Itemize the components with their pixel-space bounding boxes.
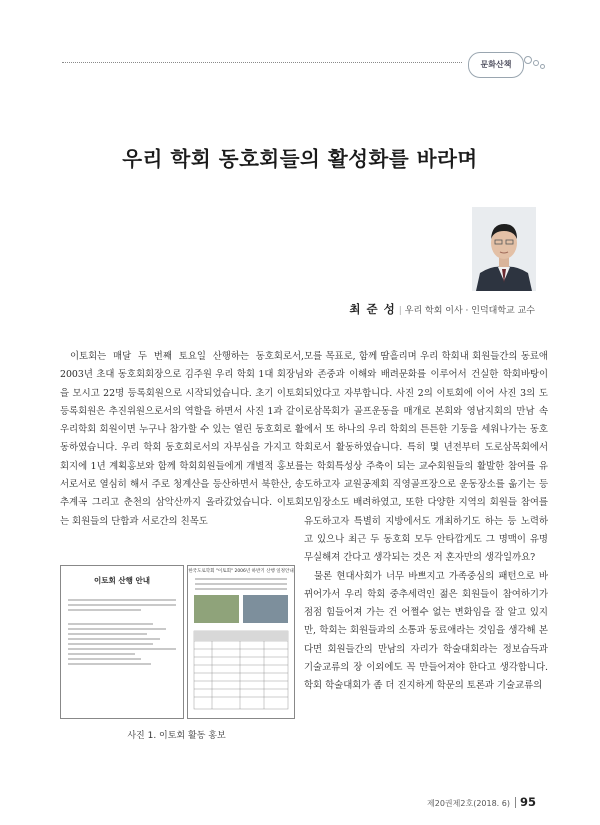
author-name: 최 준 성: [349, 302, 396, 316]
schedule-table: [188, 625, 294, 715]
badge-dot-decoration: [540, 64, 545, 69]
author-photo: [472, 207, 536, 291]
section-badge: 문화산책: [468, 52, 524, 78]
body-paragraph: 이토회는 매달 두 번째 토요일 산행하는 동호회로서, 2003년 초대 동호회회장으로 김주원 우리 학회 1대 회장님을 모시고 22명 등록회원으로 시작되었습니다. 초기 이토회 등록회원은 추진위원으로서의 역할을 하면서 사진 1과 같이 우리학회 회원이면 누구나 참가할 수 있는 열린 동호회로 활동하였습니다. 우리 학회 동호회로서의 자부심을 가지고 학회지에 1년 계획홍보와 함께 학회회원들에게 개별적 홍보를 서로서로 열심히 해서 주로 청계산을 등산하면서 북한산, 송추계곡 그리고 춘천의 삼악산까지 올라갔었습니다. 이토회는 회원들의 단합과 서로간의 친목도: [60, 351, 304, 527]
badge-dot-decoration: [524, 56, 532, 64]
figure-right-title: 한국도로학회 "이토회" 2006년 하반기 산행 일정안내: [188, 569, 294, 574]
body-paragraph: 모를 목표로, 함께 땀흘리며 우리 학회내 회원들간의 동료애와 존중과 이해와 배려문화를 이루어서 건실한 학회바탕이 되었다고 자부합니다. 사진 2의 이토회에 이어 사진 3의 도로삼목회가 골프운동을 매개로 본회와 영남지회의 만남 속에서 또 하나의 우리 학회의 튼튼한 기둥을 세워나가는 동호회로서 활동하였습니다. 특히 몇 년전부터 도로삼목회에서는 학회특성상 주축이 되는 교수회원들의 활발한 참여를 유도하고자 교원공제회 직영골프장으로 운동장소를 옮기는 등 모임장소도 배려하였고, 또한 다양한 지역의 회원들 참여를 유도하고자 특별히 지방에서도 개최하기도 하는 등 노력하고 있으나 최근 두 동호회 모두 안타깝게도 그 명맥이 유명무실해져 간다고 생각되는 것은 저 혼자만의 생각일까요?: [304, 351, 548, 564]
author-affiliation: 우리 학회 이사 · 인덕대학교 교수: [404, 306, 535, 316]
group-photo: [194, 595, 239, 623]
article-title: 우리 학회 동호회들의 활성화를 바라며: [122, 147, 478, 171]
footer-divider: [515, 797, 516, 808]
figure-hiking-schedule: [187, 565, 295, 719]
figure-left-title: 이토회 산행 안내: [94, 576, 150, 585]
group-photo: [243, 595, 288, 623]
author-byline: [349, 301, 535, 317]
figure-caption: 사진 1. 이토회 활동 홍보: [127, 731, 226, 741]
issue-info: 제20권제2호(2018. 6): [427, 799, 510, 808]
article-column-right: [304, 348, 548, 696]
byline-separator: |: [398, 306, 402, 316]
figure-hiking-notice: [60, 565, 184, 719]
article-column-left: [60, 348, 304, 558]
header-dotted-rule: [62, 62, 462, 63]
page-number: 95: [519, 795, 536, 809]
body-paragraph: 물론 현대사회가 너무 바쁘지고 가족중심의 패턴으로 바뀌어가서 우리 학회 중추세력인 젊은 회원들이 참여하기가 점점 힘들어져 가는 건 어쩔수 없는 변화임을 잘 알고 있지만, 학회는 회원들과의 소통과 동료애라는 것임을 생각해 본다면 회원들간의 만남의 자리가 학술대회라는 정보습득과 기술교류의 장 이외에도 꼭 만들어져야 한다고 생각합니다. 학회 학술대회가 좀 더 진지하게 학문의 토론과 기술교류의: [304, 570, 548, 692]
page-footer: [427, 795, 536, 809]
badge-dot-decoration: [533, 60, 539, 66]
